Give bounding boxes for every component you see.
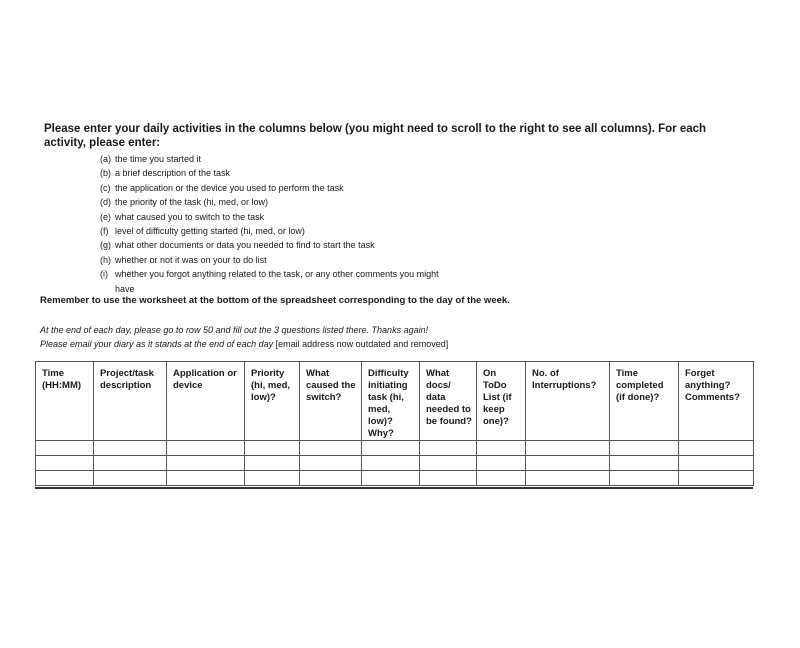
table-cell[interactable] bbox=[167, 471, 245, 486]
table-cell[interactable] bbox=[362, 471, 420, 486]
table-row bbox=[36, 456, 754, 471]
table-cell[interactable] bbox=[526, 441, 610, 456]
table-cell[interactable] bbox=[420, 441, 477, 456]
table-cell[interactable] bbox=[245, 471, 300, 486]
col-header-docs: What docs/ data needed to be found? bbox=[420, 362, 477, 441]
table-cell[interactable] bbox=[679, 471, 754, 486]
table-cell[interactable] bbox=[420, 471, 477, 486]
list-item: (h) whether or not it was on your to do list bbox=[100, 254, 267, 265]
col-header-interruptions: No. of Interruptions? bbox=[526, 362, 610, 441]
table-cell[interactable] bbox=[477, 456, 526, 471]
table-cell[interactable] bbox=[526, 456, 610, 471]
table-cell[interactable] bbox=[477, 471, 526, 486]
table-cell[interactable] bbox=[94, 456, 167, 471]
table-cell[interactable] bbox=[362, 456, 420, 471]
header-row bbox=[36, 362, 754, 441]
table-cell[interactable] bbox=[610, 441, 679, 456]
table-cell[interactable] bbox=[167, 456, 245, 471]
col-header-switch-cause: What caused the switch? bbox=[300, 362, 362, 441]
table-cell[interactable] bbox=[679, 456, 754, 471]
table-cell[interactable] bbox=[94, 441, 167, 456]
table-cell[interactable] bbox=[679, 441, 754, 456]
col-header-time: Time (HH:MM) bbox=[36, 362, 94, 441]
activity-table bbox=[35, 361, 754, 486]
table-cell[interactable] bbox=[36, 471, 94, 486]
table-cell[interactable] bbox=[36, 441, 94, 456]
table-row bbox=[36, 471, 754, 486]
table-cell[interactable] bbox=[36, 456, 94, 471]
table-cell[interactable] bbox=[94, 471, 167, 486]
list-item: (c) the application or the device you used to perform the task bbox=[100, 182, 344, 193]
table-cell[interactable] bbox=[300, 471, 362, 486]
table-cell[interactable] bbox=[610, 456, 679, 471]
list-item: (d) the priority of the task (hi, med, or low) bbox=[100, 197, 269, 208]
table-cell[interactable] bbox=[300, 456, 362, 471]
table-cell[interactable] bbox=[477, 441, 526, 456]
email-note: Please email your diary as it stands at the end of each day [email address now outdated and removed] bbox=[40, 339, 449, 349]
col-header-priority: Priority (hi, med, low)? bbox=[245, 362, 300, 441]
bottom-divider bbox=[35, 487, 753, 489]
col-header-comments: Forget anything? Comments? bbox=[679, 362, 754, 441]
table-row bbox=[36, 441, 754, 456]
table-cell[interactable] bbox=[167, 441, 245, 456]
list-item: (b) a brief description of the task bbox=[100, 168, 231, 179]
col-header-application: Application or device bbox=[167, 362, 245, 441]
table-cell[interactable] bbox=[245, 456, 300, 471]
col-header-difficulty: Difficulty initiating task (hi, med, low)? Why? bbox=[362, 362, 420, 441]
table-cell[interactable] bbox=[245, 441, 300, 456]
col-header-todo: On ToDo List (if keep one)? bbox=[477, 362, 526, 441]
table-cell[interactable] bbox=[420, 456, 477, 471]
table-cell[interactable] bbox=[300, 441, 362, 456]
table-cell[interactable] bbox=[362, 441, 420, 456]
instructions-intro: Please enter your daily activities in the columns below (you might need to scroll to the right to see all columns). For each activity, please enter: bbox=[44, 123, 707, 149]
end-of-day-note: At the end of each day, please go to row 50 and fill out the 3 questions listed there. Thanks again! bbox=[40, 325, 429, 335]
list-item: (f) level of difficulty getting started (hi, med, or low) bbox=[100, 226, 305, 237]
list-item: (i) whether you forgot anything related to the task, or any other comments you might have bbox=[100, 269, 439, 294]
list-item: (g) what other documents or data you needed to find to start the task bbox=[100, 240, 375, 251]
worksheet-reminder: Remember to use the worksheet at the bottom of the spreadsheet corresponding to the day of the week. bbox=[40, 295, 510, 306]
instruction-list bbox=[100, 152, 460, 296]
col-header-time-completed: Time completed (if done)? bbox=[610, 362, 679, 441]
col-header-description: Project/task description bbox=[94, 362, 167, 441]
table-cell[interactable] bbox=[610, 471, 679, 486]
table-cell[interactable] bbox=[526, 471, 610, 486]
list-item: (a) the time you started it bbox=[100, 154, 202, 164]
list-item: (e) what caused you to switch to the task bbox=[100, 211, 265, 222]
